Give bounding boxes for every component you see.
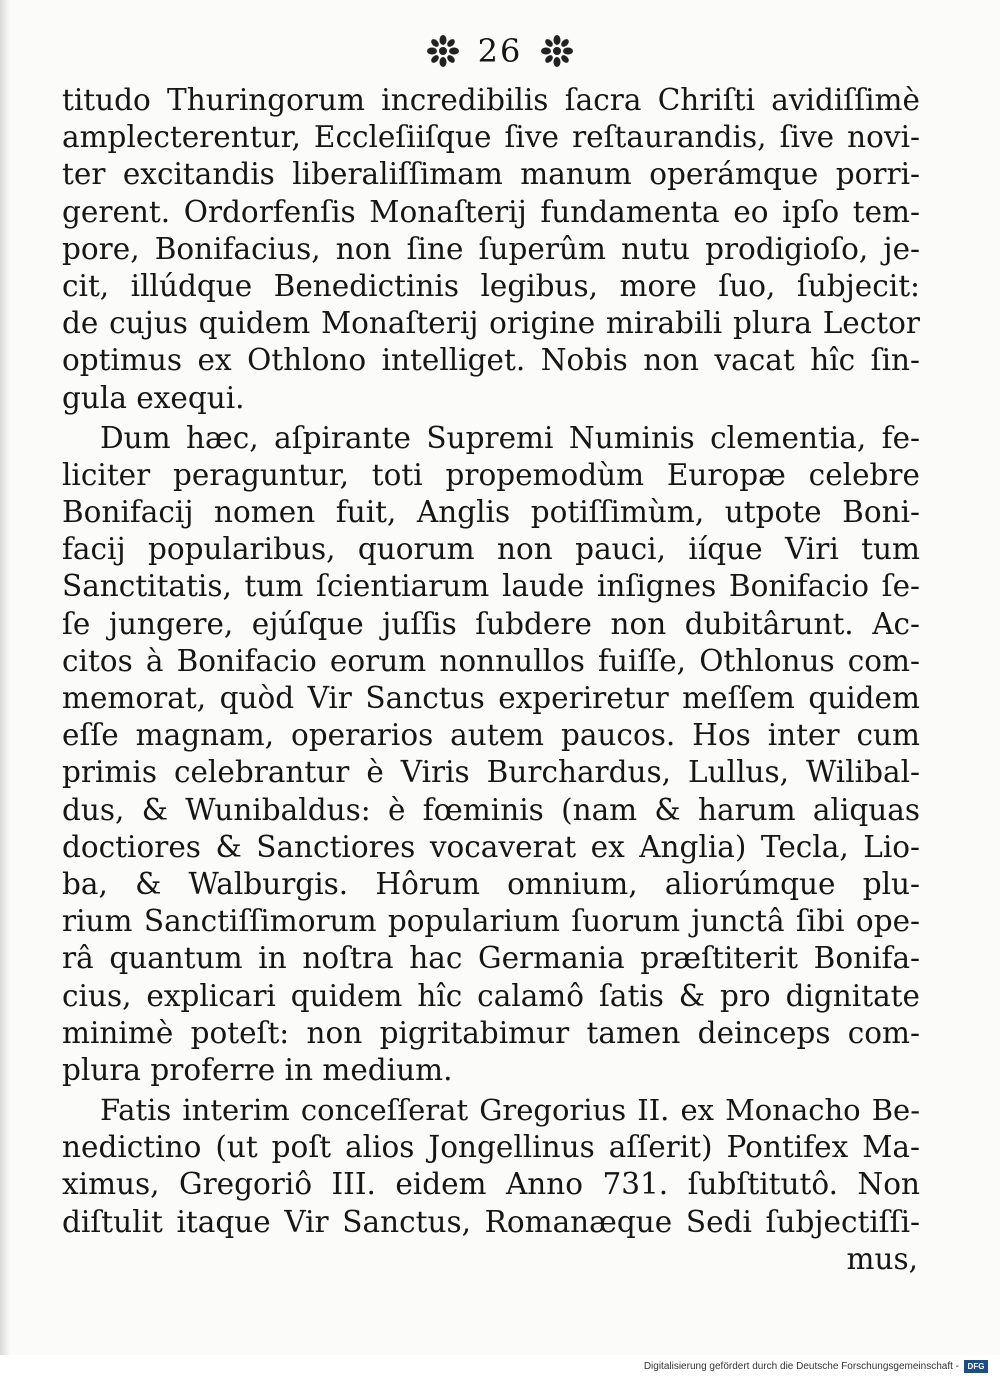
- text-line: primis celebrantur è Viris Burchardus, Lullus, Wilibal-: [62, 755, 920, 790]
- text-line: minimè poteſt: non pigritabimur tamen deinceps com-: [62, 1015, 920, 1050]
- page-edge-shadow: [0, 0, 10, 1381]
- text-line: doctiores & Sanctiores vocaverat ex Anglia) Tecla, Lio-: [62, 829, 920, 864]
- text-line: pore, Bonifacius, non ſine ſuperûm nutu prodigioſo, je-: [62, 231, 920, 266]
- text-line: cius, explicari quidem hîc calamô ſatis & pro dignitate: [62, 978, 920, 1013]
- text-line: liciter peraguntur, toti propemodùm Europæ celebre: [62, 457, 920, 492]
- text-line: ter excitandis liberaliſſimam manum operámque porri-: [62, 157, 920, 192]
- text-line: cit, illúdque Benedictinis legibus, more ſuo, ſubjecit:: [62, 268, 920, 303]
- text-line: nedictino (ut poſt alios Jongellinus aſſerit) Pontifex Ma-: [62, 1130, 920, 1165]
- text-line: râ quantum in noſtra hac Germania præſtiterit Bonifa-: [62, 941, 920, 976]
- text-line: ba, & Walburgis. Hôrum omnium, aliorúmque plu-: [62, 866, 920, 901]
- text-line: citos à Bonifacio eorum nonnullos fuiſſe, Othlonus com-: [62, 643, 920, 678]
- text-line: eſſe magnam, operarios autem paucos. Hos inter cum: [62, 718, 920, 753]
- right-ornament-icon: [540, 34, 574, 68]
- text-line: diſtulit itaque Vir Sanctus, Romanæque Sedi ſubjectiſſi-: [62, 1204, 920, 1239]
- text-line: ximus, Gregoriô III. eidem Anno 731. ſubſtitutô. Non: [62, 1167, 920, 1202]
- text-line: ſe jungere, ejúſque juſſis ſubdere non dubitârunt. Ac-: [62, 606, 920, 641]
- page-number: 26: [477, 32, 523, 70]
- text-line: memorat, quòd Vir Sanctus experiretur meſſem quidem: [62, 681, 920, 715]
- dfg-logo: DFG: [964, 1360, 988, 1373]
- text-line: facij popularibus, quorum non pauci, iíque Viri tum: [62, 532, 920, 567]
- funding-credit-text: Digitalisierung gefördert durch die Deutsche Forschungsgemeinschaft -: [643, 1361, 959, 1372]
- text-line: Sanctitatis, tum ſcientiarum laude inſignes Bonifacio ſe-: [62, 569, 920, 604]
- funding-credit: [644, 1360, 988, 1373]
- text-line: gula exequi.: [62, 380, 245, 415]
- left-ornament-icon: [426, 34, 460, 68]
- text-line: gerent. Ordorfenſis Monaſterij fundamenta eo ipſo tem-: [62, 194, 920, 229]
- text-line: dus, & Wunibaldus: è fœminis (nam & harum aliquas: [62, 792, 920, 827]
- text-line: rium Sanctiſſimorum popularium ſuorum junctâ ſibi ope-: [62, 904, 920, 939]
- text-line: optimus ex Othlono intelliget. Nobis non vacat hîc ſin-: [62, 343, 920, 378]
- text-line: Fatis interim conceſſerat Gregorius II. ex Monacho Be-: [100, 1093, 920, 1128]
- text-line: Dum hæc, aſpirante Supremi Numinis clementia, fe-: [100, 420, 920, 455]
- text-line: amplecterentur, Eccleſiiſque ſive reſtaurandis, ſive novi-: [62, 120, 920, 155]
- text-line: de cujus quidem Monaſterij origine mirabili plura Lector: [62, 306, 920, 341]
- catchword: mus,: [846, 1241, 918, 1276]
- text-line: plura proferre in medium.: [62, 1052, 453, 1087]
- body-text: [62, 82, 920, 1278]
- page-header: [0, 34, 1000, 68]
- text-line: Bonifacij nomen fuit, Anglis potiſſimùm, utpote Boni-: [62, 495, 920, 530]
- text-line: titudo Thuringorum incredibilis ſacra Chriſti avidiſſimè: [62, 83, 920, 117]
